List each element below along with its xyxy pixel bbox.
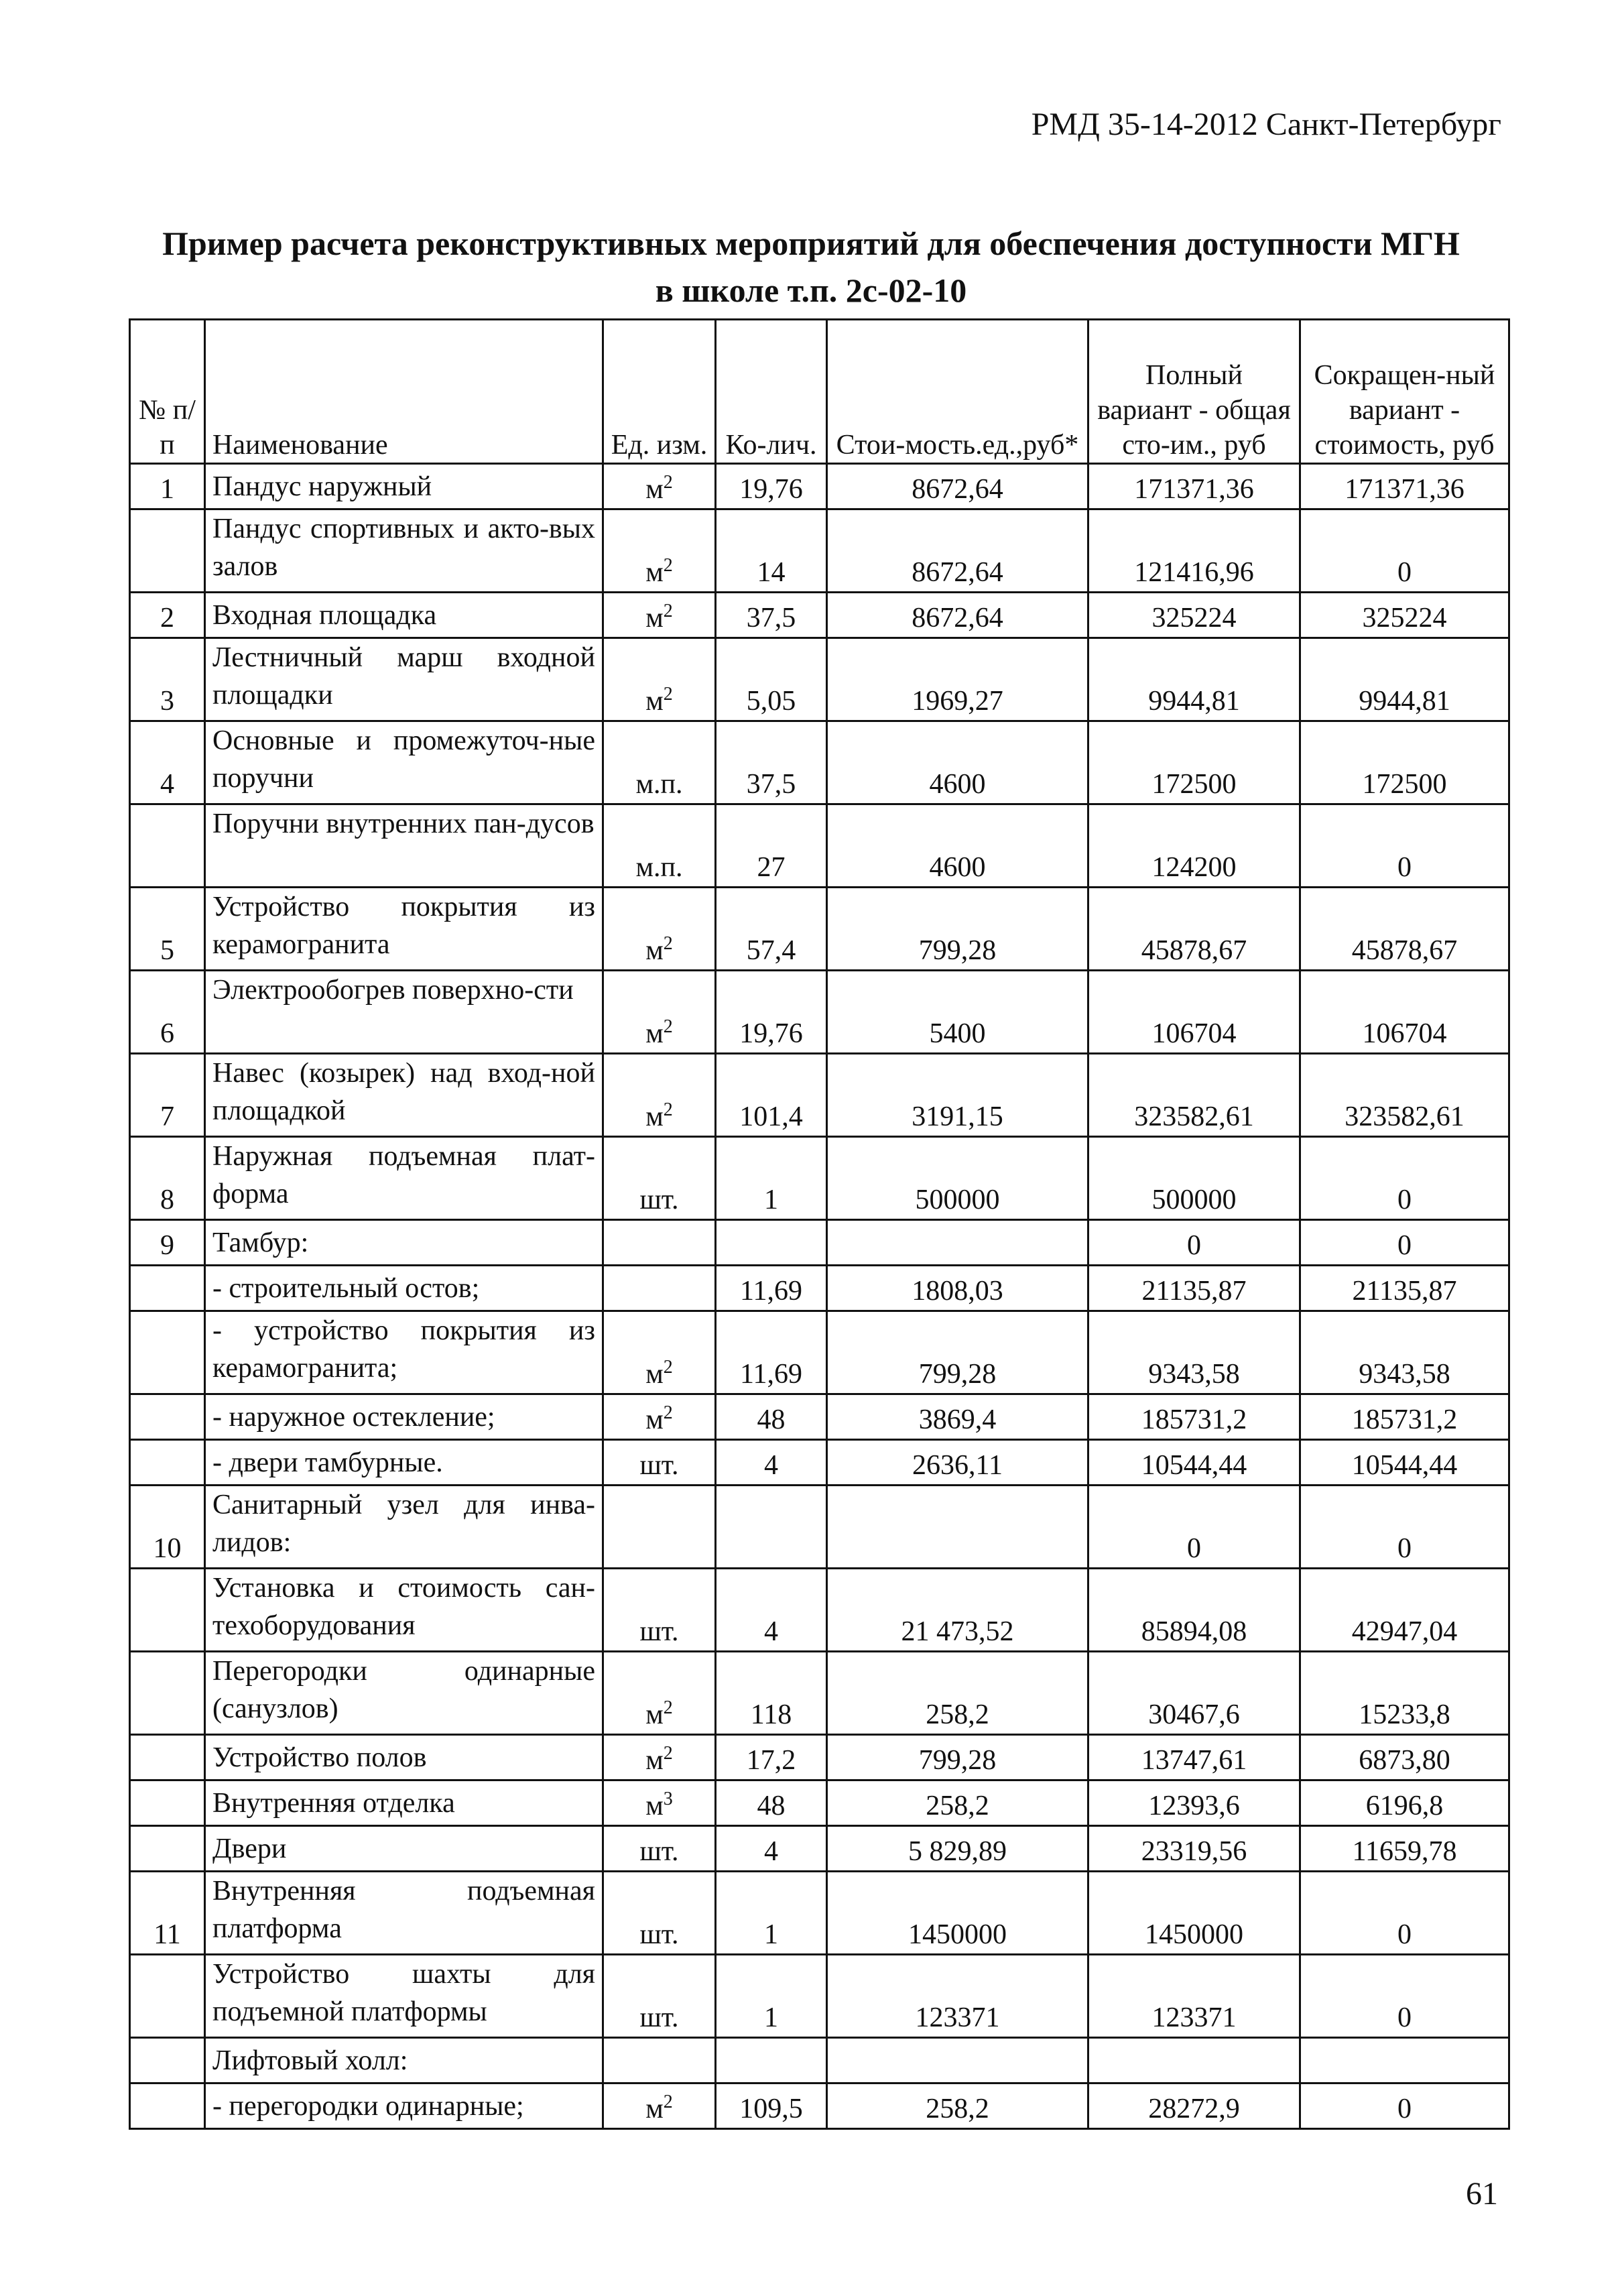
cell-qty: 1 bbox=[716, 1872, 827, 1955]
cell-num bbox=[130, 804, 205, 888]
table-row bbox=[130, 1266, 1509, 1311]
cell-num: 10 bbox=[130, 1486, 205, 1569]
cell-price: 258,2 bbox=[827, 1780, 1088, 1826]
table-row bbox=[130, 1311, 1509, 1394]
cell-name: Входная площадка bbox=[205, 593, 603, 638]
cell-price: 799,28 bbox=[827, 1735, 1088, 1780]
table-row bbox=[130, 721, 1509, 804]
cell-short: 15233,8 bbox=[1300, 1652, 1509, 1735]
cell-unit: $м^2$ bbox=[603, 1054, 716, 1137]
cell-num: 4 bbox=[130, 721, 205, 804]
cell-name: Устройство полов bbox=[205, 1735, 603, 1780]
table-row bbox=[130, 1137, 1509, 1220]
cell-num: 3 bbox=[130, 638, 205, 721]
cell-full: 23319,56 bbox=[1088, 1826, 1300, 1872]
table-row bbox=[130, 593, 1509, 638]
cell-unit: $м^2$ bbox=[603, 509, 716, 593]
table-row bbox=[130, 1054, 1509, 1137]
cell-full: 500000 bbox=[1088, 1137, 1300, 1220]
cell-full: 106704 bbox=[1088, 971, 1300, 1054]
cell-price: 799,28 bbox=[827, 1311, 1088, 1394]
cell-name: Электрообогрев поверхно-сти bbox=[205, 971, 603, 1054]
document-title bbox=[0, 220, 1622, 314]
cell-name: - перегородки одинарные; bbox=[205, 2083, 603, 2129]
cell-num bbox=[130, 1826, 205, 1872]
cell-name: Наружная подъемная плат-форма bbox=[205, 1137, 603, 1220]
cell-full: 9944,81 bbox=[1088, 638, 1300, 721]
document-header: РМД 35-14-2012 Санкт-Петербург bbox=[1031, 107, 1501, 142]
header-price: Стои-мость.ед.,руб* bbox=[827, 320, 1088, 464]
cell-full: 12393,6 bbox=[1088, 1780, 1300, 1826]
cell-num: 1 bbox=[130, 464, 205, 509]
cell-unit: $м^3$ bbox=[603, 1780, 716, 1826]
table-row bbox=[130, 971, 1509, 1054]
cell-num: 7 bbox=[130, 1054, 205, 1137]
cell-short: 325224 bbox=[1300, 593, 1509, 638]
cell-qty: 4 bbox=[716, 1569, 827, 1652]
cell-short: 6873,80 bbox=[1300, 1735, 1509, 1780]
cell-full: 0 bbox=[1088, 1486, 1300, 1569]
cell-price: 1808,03 bbox=[827, 1266, 1088, 1311]
table-row bbox=[130, 888, 1509, 971]
cell-price: 8672,64 bbox=[827, 593, 1088, 638]
table-row bbox=[130, 1440, 1509, 1486]
cell-price: 1450000 bbox=[827, 1872, 1088, 1955]
cell-qty: 48 bbox=[716, 1780, 827, 1826]
cell-qty: 48 bbox=[716, 1394, 827, 1440]
cell-qty: 11,69 bbox=[716, 1266, 827, 1311]
table-row bbox=[130, 1394, 1509, 1440]
cell-num: 8 bbox=[130, 1137, 205, 1220]
cell-price bbox=[827, 1220, 1088, 1266]
cell-qty: 27 bbox=[716, 804, 827, 888]
cell-unit: шт. bbox=[603, 1569, 716, 1652]
table-row bbox=[130, 1826, 1509, 1872]
cell-name: Поручни внутренних пан-дусов bbox=[205, 804, 603, 888]
cell-price: 799,28 bbox=[827, 888, 1088, 971]
cell-full: 0 bbox=[1088, 1220, 1300, 1266]
cell-unit: м.п. bbox=[603, 721, 716, 804]
cell-name: Тамбур: bbox=[205, 1220, 603, 1266]
cell-qty: 101,4 bbox=[716, 1054, 827, 1137]
cell-num bbox=[130, 1780, 205, 1826]
cell-short: 0 bbox=[1300, 804, 1509, 888]
cell-price: 2636,11 bbox=[827, 1440, 1088, 1486]
cell-full: 28272,9 bbox=[1088, 2083, 1300, 2129]
cell-price: 258,2 bbox=[827, 1652, 1088, 1735]
cell-name: - двери тамбурные. bbox=[205, 1440, 603, 1486]
cell-full: 30467,6 bbox=[1088, 1652, 1300, 1735]
cell-full: 121416,96 bbox=[1088, 509, 1300, 593]
table-row bbox=[130, 2038, 1509, 2083]
cell-num: 5 bbox=[130, 888, 205, 971]
cell-qty: 4 bbox=[716, 1440, 827, 1486]
cell-unit bbox=[603, 1266, 716, 1311]
cell-short: 9944,81 bbox=[1300, 638, 1509, 721]
cell-unit: $м^2$ bbox=[603, 971, 716, 1054]
table-row bbox=[130, 1486, 1509, 1569]
cell-short: 323582,61 bbox=[1300, 1054, 1509, 1137]
cell-short: 0 bbox=[1300, 1220, 1509, 1266]
table-row bbox=[130, 804, 1509, 888]
cell-unit: $м^2$ bbox=[603, 1311, 716, 1394]
cell-price: 123371 bbox=[827, 1955, 1088, 2038]
cell-num: 9 bbox=[130, 1220, 205, 1266]
cell-num bbox=[130, 2083, 205, 2129]
cell-unit: $м^2$ bbox=[603, 593, 716, 638]
cell-unit: м.п. bbox=[603, 804, 716, 888]
cell-num bbox=[130, 1266, 205, 1311]
cell-num bbox=[130, 1652, 205, 1735]
cell-full: 171371,36 bbox=[1088, 464, 1300, 509]
cell-short: 0 bbox=[1300, 1137, 1509, 1220]
cell-qty: 5,05 bbox=[716, 638, 827, 721]
cell-num: 11 bbox=[130, 1872, 205, 1955]
cell-unit: $м^2$ bbox=[603, 888, 716, 971]
cell-qty bbox=[716, 2038, 827, 2083]
cell-unit: шт. bbox=[603, 1955, 716, 2038]
cell-short: 106704 bbox=[1300, 971, 1509, 1054]
cell-short: 10544,44 bbox=[1300, 1440, 1509, 1486]
table-row bbox=[130, 1780, 1509, 1826]
cell-price: 5400 bbox=[827, 971, 1088, 1054]
cell-qty: 14 bbox=[716, 509, 827, 593]
table-header-row bbox=[130, 320, 1509, 464]
cell-num bbox=[130, 1394, 205, 1440]
cell-name: Основные и промежуточ-ные поручни bbox=[205, 721, 603, 804]
cell-unit: шт. bbox=[603, 1826, 716, 1872]
cell-price: 8672,64 bbox=[827, 464, 1088, 509]
cell-num: 2 bbox=[130, 593, 205, 638]
cell-qty: 109,5 bbox=[716, 2083, 827, 2129]
header-unit: Ед. изм. bbox=[603, 320, 716, 464]
header-qty: Ко-лич. bbox=[716, 320, 827, 464]
cell-qty: 19,76 bbox=[716, 464, 827, 509]
cell-price bbox=[827, 2038, 1088, 2083]
cell-unit: $м^2$ bbox=[603, 1652, 716, 1735]
cell-price: 5 829,89 bbox=[827, 1826, 1088, 1872]
cell-full: 21135,87 bbox=[1088, 1266, 1300, 1311]
cell-name: Внутренняя подъемная платформа bbox=[205, 1872, 603, 1955]
table-row bbox=[130, 464, 1509, 509]
cell-name: Перегородки одинарные (санузлов) bbox=[205, 1652, 603, 1735]
cell-short: 185731,2 bbox=[1300, 1394, 1509, 1440]
cell-qty: 19,76 bbox=[716, 971, 827, 1054]
cell-short: 21135,87 bbox=[1300, 1266, 1509, 1311]
cell-short: 0 bbox=[1300, 509, 1509, 593]
cell-full: 172500 bbox=[1088, 721, 1300, 804]
cell-qty: 1 bbox=[716, 1955, 827, 2038]
cell-unit: $м^2$ bbox=[603, 2083, 716, 2129]
table-row bbox=[130, 1652, 1509, 1735]
cell-price: 3869,4 bbox=[827, 1394, 1088, 1440]
header-full: Полный вариант - общая сто-им., руб bbox=[1088, 320, 1300, 464]
cell-qty: 57,4 bbox=[716, 888, 827, 971]
table-row bbox=[130, 1569, 1509, 1652]
cell-name: Внутренняя отделка bbox=[205, 1780, 603, 1826]
cell-num bbox=[130, 1440, 205, 1486]
cell-short: 172500 bbox=[1300, 721, 1509, 804]
table-body bbox=[130, 464, 1509, 2129]
cell-short: 42947,04 bbox=[1300, 1569, 1509, 1652]
cell-unit: $м^2$ bbox=[603, 1394, 716, 1440]
table-row bbox=[130, 2083, 1509, 2129]
cell-full: 10544,44 bbox=[1088, 1440, 1300, 1486]
cell-qty: 118 bbox=[716, 1652, 827, 1735]
cell-unit bbox=[603, 1486, 716, 1569]
cell-num bbox=[130, 2038, 205, 2083]
title-line-2: в школе т.п. 2с-02-10 bbox=[655, 271, 967, 309]
cell-full: 45878,67 bbox=[1088, 888, 1300, 971]
cell-unit bbox=[603, 2038, 716, 2083]
cell-short: 0 bbox=[1300, 1955, 1509, 2038]
cell-num bbox=[130, 1569, 205, 1652]
cell-short: 0 bbox=[1300, 1872, 1509, 1955]
cell-price: 4600 bbox=[827, 721, 1088, 804]
cell-price: 3191,15 bbox=[827, 1054, 1088, 1137]
cell-price: 4600 bbox=[827, 804, 1088, 888]
cell-full: 325224 bbox=[1088, 593, 1300, 638]
cell-unit bbox=[603, 1220, 716, 1266]
cell-full: 323582,61 bbox=[1088, 1054, 1300, 1137]
cell-price: 21 473,52 bbox=[827, 1569, 1088, 1652]
cell-full bbox=[1088, 2038, 1300, 2083]
cell-name: - наружное остекление; bbox=[205, 1394, 603, 1440]
cell-num bbox=[130, 1955, 205, 2038]
cell-num bbox=[130, 1735, 205, 1780]
cell-qty: 11,69 bbox=[716, 1311, 827, 1394]
cell-name: Санитарный узел для инва-лидов: bbox=[205, 1486, 603, 1569]
cell-price bbox=[827, 1486, 1088, 1569]
cell-name: Установка и стоимость сан-техоборудования bbox=[205, 1569, 603, 1652]
cell-qty bbox=[716, 1486, 827, 1569]
cell-name: Устройство покрытия из керамогранита bbox=[205, 888, 603, 971]
cell-num bbox=[130, 1311, 205, 1394]
cell-full: 13747,61 bbox=[1088, 1735, 1300, 1780]
page-number: 61 bbox=[1466, 2176, 1498, 2212]
header-num: № п/п bbox=[130, 320, 205, 464]
cell-unit: $м^2$ bbox=[603, 464, 716, 509]
cell-short: 0 bbox=[1300, 2083, 1509, 2129]
cell-price: 258,2 bbox=[827, 2083, 1088, 2129]
header-name: Наименование bbox=[205, 320, 603, 464]
cell-full: 9343,58 bbox=[1088, 1311, 1300, 1394]
cell-qty: 37,5 bbox=[716, 593, 827, 638]
cell-num: 6 bbox=[130, 971, 205, 1054]
table-row bbox=[130, 638, 1509, 721]
cell-short: 45878,67 bbox=[1300, 888, 1509, 971]
cell-short: 171371,36 bbox=[1300, 464, 1509, 509]
cell-name: Лифтовый холл: bbox=[205, 2038, 603, 2083]
cell-unit: $м^2$ bbox=[603, 1735, 716, 1780]
cell-qty: 37,5 bbox=[716, 721, 827, 804]
cell-full: 1450000 bbox=[1088, 1872, 1300, 1955]
cell-qty: 4 bbox=[716, 1826, 827, 1872]
cell-short: 11659,78 bbox=[1300, 1826, 1509, 1872]
cell-short: 6196,8 bbox=[1300, 1780, 1509, 1826]
cell-unit: $м^2$ bbox=[603, 638, 716, 721]
cell-full: 185731,2 bbox=[1088, 1394, 1300, 1440]
cell-name: - строительный остов; bbox=[205, 1266, 603, 1311]
cell-price: 500000 bbox=[827, 1137, 1088, 1220]
cell-unit: шт. bbox=[603, 1137, 716, 1220]
cell-qty: 1 bbox=[716, 1137, 827, 1220]
title-line-1: Пример расчета реконструктивных мероприятий для обеспечения доступности МГН bbox=[162, 225, 1460, 262]
cost-table bbox=[129, 318, 1510, 2130]
cell-short: 9343,58 bbox=[1300, 1311, 1509, 1394]
cell-name: Пандус наружный bbox=[205, 464, 603, 509]
cell-num bbox=[130, 509, 205, 593]
cell-name: Пандус спортивных и акто-вых залов bbox=[205, 509, 603, 593]
table-row bbox=[130, 509, 1509, 593]
cell-short: 0 bbox=[1300, 1486, 1509, 1569]
table-row bbox=[130, 1872, 1509, 1955]
cell-unit: шт. bbox=[603, 1440, 716, 1486]
table-row bbox=[130, 1735, 1509, 1780]
cell-name: Устройство шахты для подъемной платформы bbox=[205, 1955, 603, 2038]
cell-price: 1969,27 bbox=[827, 638, 1088, 721]
cell-name: Двери bbox=[205, 1826, 603, 1872]
cell-full: 85894,08 bbox=[1088, 1569, 1300, 1652]
cell-qty: 17,2 bbox=[716, 1735, 827, 1780]
header-short: Сокращен-ный вариант - стоимость, руб bbox=[1300, 320, 1509, 464]
table-row bbox=[130, 1955, 1509, 2038]
cell-unit: шт. bbox=[603, 1872, 716, 1955]
cell-name: Лестничный марш входной площадки bbox=[205, 638, 603, 721]
cell-full: 124200 bbox=[1088, 804, 1300, 888]
cell-name: - устройство покрытия из керамогранита; bbox=[205, 1311, 603, 1394]
cell-full: 123371 bbox=[1088, 1955, 1300, 2038]
cell-name: Навес (козырек) над вход-ной площадкой bbox=[205, 1054, 603, 1137]
cell-short bbox=[1300, 2038, 1509, 2083]
cell-qty bbox=[716, 1220, 827, 1266]
cell-price: 8672,64 bbox=[827, 509, 1088, 593]
table-row bbox=[130, 1220, 1509, 1266]
